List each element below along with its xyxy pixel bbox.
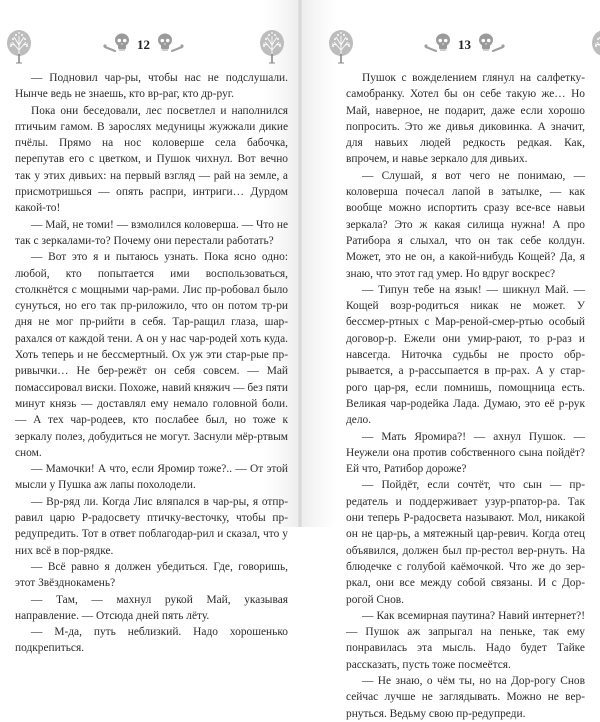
paragraph: — Мать Яромира?! — ахнул Пушок. — Неужели она против собственного сына пойдёт? Ей что, Ратибор дороже? <box>346 430 585 476</box>
paragraph: — Как всемирная паутина? Навий интернет?! — Пушок аж запрыгал на пеньке, так ему понравилась эта мысль. Надо будет Тайке рассказать, пусть тоже посмеётся. <box>346 609 585 671</box>
skull-crossbones-icon <box>156 33 184 53</box>
paragraph: — Вот это я и пытаюсь узнать. Пока ясно одно: любой, кто попытается ими воспользоваться, столкнётся с мощными чар-рами. Лис пр-робовал было сунуться, но его так пр-риложило, что он потом тр-ри дня не мог пр-рийти в себя. Тар-ращил глаза, шар-рахался от каждой тени. А он у нас чар-родей хоть куда. Хоть теперь и не бессмертный. Ох уж эти стар-рые пр-ривычки… Не бер-режёт он себя совсем. — Май помассировал виски. Похоже, навий княжич — без пяти минут князь — доставлял ему немало головной боли. — А тех чар-родеев, кто послабее был, но тоже к зеркалу полез, добудиться не могут. Заснули мёр-ртвым сном. <box>15 251 288 459</box>
page-header <box>346 0 585 70</box>
book-spine <box>298 0 302 527</box>
page-header <box>15 0 288 70</box>
paragraph: — Там, — махнул рукой Май, указывая направление. — Отсюда дней пять лёту. <box>15 593 288 622</box>
right-page <box>300 0 600 720</box>
skull-crossbones-icon <box>103 33 131 53</box>
folio <box>103 33 184 53</box>
page-number: 13 <box>458 37 471 52</box>
paragraph: — Пойдёт, если сочтёт, что сын — пр-редатель и поддерживает узур-рпатор-ра. Так они теперь Р-радосвета называют. Мол, никакой он не цар-рь, а мятежный цар-ревич. Когда отец объявился, должен был пр-рестол вер-рнуть. На блюдечке с голубой каёмочкой. Что же до зер-ркал, они все между собой связаны. И с Дор-рогой Снов. <box>346 479 585 606</box>
tree-icon <box>259 30 285 64</box>
paragraph: — Слушай, я вот чего не понимаю, — коловерша почесал лапой в затылке, — как вообще можно испортить сразу все-все навьи зеркала? Это ж какая силища нужна! А про Ратибора я слыхал, что он так себе колдун. Может, это не он, а какой-нибудь Кощей? Да, я знаю, что этот гад умер. Но вдруг воскрес? <box>346 169 585 280</box>
paragraph: — Май, не томи! — взмолился коловерша. — Что не так с зеркалами-то? Почему они перестали работать? <box>15 218 288 247</box>
page-number: 12 <box>137 37 150 52</box>
paragraph: — Подновил чар-ры, чтобы нас не подслушали. Нынче ведь не знаешь, кто вр-раг, кто др-руг. <box>15 72 288 101</box>
paragraph: Пушок с вожделением глянул на салфетку-самобранку. Хотел бы он себе такую же… Но Май, наверное, не подарит, даже если хорошо попросить. Это же дивья диковинка. А значит, для навьих людей редкость редкая. Как, впрочем, и навье зеркало для дивьих. <box>346 72 585 166</box>
paragraph: — Мамочки! А что, если Яромир тоже?.. — От этой мысли у Пушка аж лапы похолодели. <box>15 463 288 492</box>
paragraph: Пока они беседовали, лес посветлел и наполнился птичьим гамом. В зарослях медуницы жужжали дикие пчёлы. Прямо на нос коловерше села бабочка, перепутав его с цветком, и Пушок чихнул. Вот вечно так у этих дивьих: на первый взгляд — рай на земле, а присмотришься — опять распри, интриги… Дурдом какой-то! <box>15 104 288 215</box>
tree-icon <box>6 30 32 64</box>
folio <box>424 33 505 53</box>
tree-icon <box>328 30 354 64</box>
page-body <box>15 70 288 657</box>
page-body <box>346 70 585 722</box>
skull-crossbones-icon <box>424 33 452 53</box>
paragraph: — М-да, путь неблизкий. Надо хорошенько подкрепиться. <box>15 626 288 655</box>
tree-icon <box>591 30 600 64</box>
paragraph: — Типун тебе на язык! — шикнул Май. — Кощей возр-родиться никак не может. У бессмер-ртных с Мар-реной-смер-ртью особый договор-р. Ежели они умир-рают, то р-раз и навсегда. Ниточка судьбы не просто обр-рывается, а р-рассыпается в пр-рах. А у стар-рого цар-ря, если помнишь, помощница есть. Великая чар-родейка Лада. Думаю, это её р-рук дело. <box>346 283 585 427</box>
paragraph: — Не знаю, о чём ты, но на Дор-рогу Снов сейчас лучше не заглядывать. Можно не вер-рнуться. Ведьму свою пр-редупреди. <box>346 674 585 720</box>
paragraph: — Вр-ряд ли. Когда Лис вляпался в чар-ры, я отпр-равил царю Р-радосвету птичку-весточку, чтобы пр-редупредить. Тот в ответ поблагодар-рил и сказал, что у них всё в пор-рядке. <box>15 495 288 557</box>
paragraph: — Всё равно я должен убедиться. Где, говоришь, этот Звёзднокамень? <box>15 560 288 590</box>
left-page <box>0 0 300 655</box>
skull-crossbones-icon <box>477 33 505 53</box>
